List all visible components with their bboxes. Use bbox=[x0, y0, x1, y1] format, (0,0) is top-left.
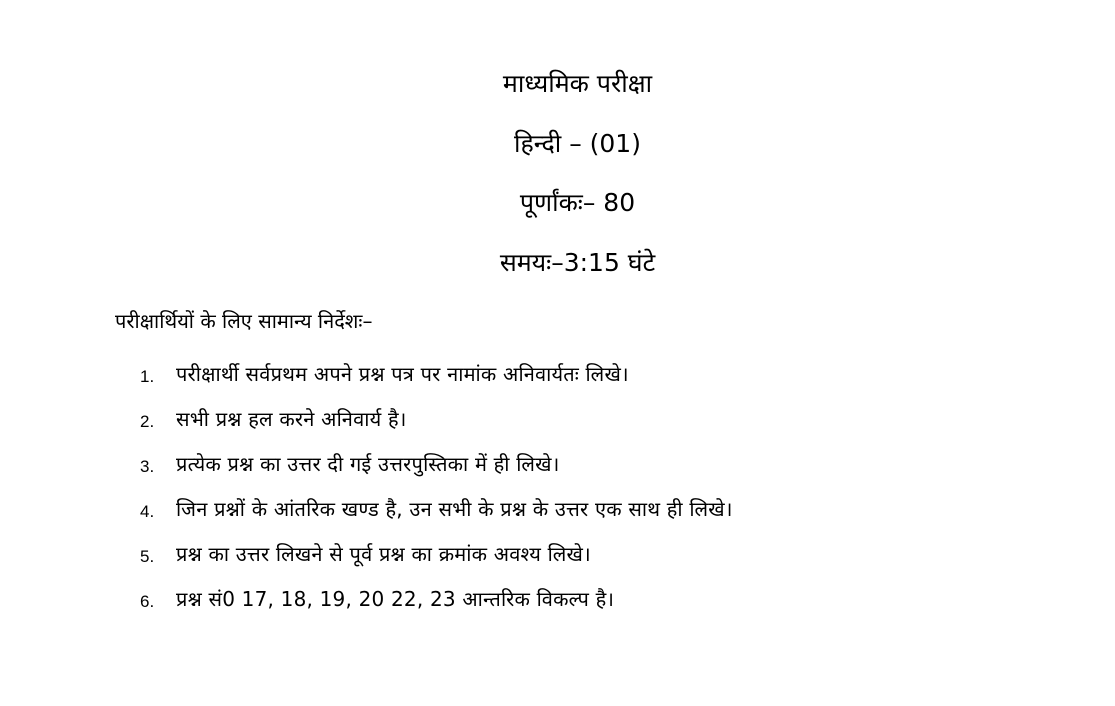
list-item bbox=[0, 585, 1115, 630]
exam-title: माध्यमिक परीक्षा bbox=[502, 69, 653, 98]
time-line: समयः–3:15 घंटे bbox=[499, 248, 656, 277]
item-text: परीक्षार्थी सर्वप्रथम अपने प्रश्न पत्र पर नामांक अनिवार्यतः लिखे। bbox=[176, 362, 629, 386]
item-number: 2. bbox=[140, 412, 155, 431]
item-text: प्रश्न का उत्तर लिखने से पूर्व प्रश्न का क्रमांक अवश्य लिखे। bbox=[176, 542, 591, 566]
list-item bbox=[0, 450, 1115, 495]
subject-line: हिन्दी – (01) bbox=[514, 129, 641, 158]
item-number: 5. bbox=[140, 547, 155, 566]
item-number: 3. bbox=[140, 457, 155, 476]
item-text: प्रश्न सं0 17, 18, 19, 20 22, 23 आन्तरिक विकल्प है। bbox=[176, 587, 615, 611]
item-number: 4. bbox=[140, 502, 155, 521]
item-number: 6. bbox=[140, 592, 155, 611]
item-text: प्रत्येक प्रश्न का उत्तर दी गई उत्तरपुस्तिका में ही लिखे। bbox=[176, 452, 560, 476]
list-item bbox=[0, 495, 1115, 540]
instructions-list bbox=[0, 360, 1115, 630]
item-number: 1. bbox=[140, 367, 155, 386]
item-text: जिन प्रश्नों के आंतरिक खण्ड है, उन सभी के प्रश्न के उत्तर एक साथ ही लिखे। bbox=[176, 497, 733, 521]
item-text: सभी प्रश्न हल करने अनिवार्य है। bbox=[176, 407, 407, 431]
list-item bbox=[0, 405, 1115, 450]
list-item bbox=[0, 540, 1115, 585]
instructions-heading: परीक्षार्थियों के लिए सामान्य निर्देशः– bbox=[115, 309, 373, 333]
list-item bbox=[0, 360, 1115, 405]
max-marks-line: पूर्णांकः– 80 bbox=[519, 188, 636, 217]
